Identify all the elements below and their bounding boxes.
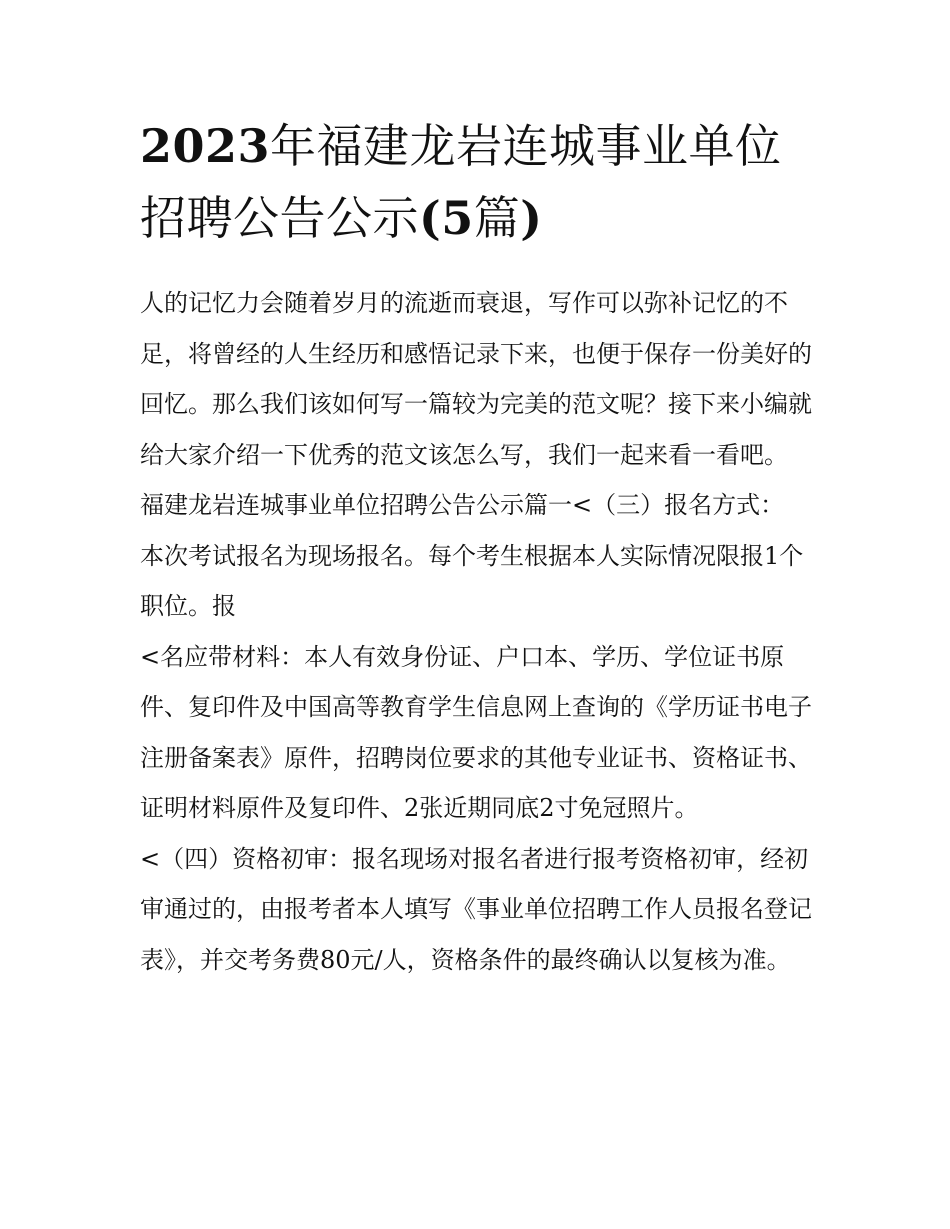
paragraph-materials: <名应带材料：本人有效身份证、户口本、学历、学位证书原件、复印件及中国高等教育学生信息网上查询的《学历证书电子注册备案表》原件，招聘岗位要求的其他专业证书、资格证书、证明材料原件及复印件、2张近期同底2寸免冠照片。: [140, 642, 812, 822]
title-line-1: 2023年福建龙岩连城事业单位: [140, 119, 782, 173]
document-body: [140, 278, 820, 985]
paragraph-registration: 本次考试报名为现场报名。每个考生根据本人实际情况限报1个职位。报: [140, 541, 804, 620]
paragraph-intro: 人的记忆力会随着岁月的流逝而衰退，写作可以弥补记忆的不足，将曾经的人生经历和感悟记录下来，也便于保存一份美好的回忆。那么我们该如何写一篇较为完美的范文呢？接下来小编就给大家介绍一下优秀的范文该怎么写，我们一起来看一看吧。: [140, 289, 812, 469]
paragraph-section-heading: 福建龙岩连城事业单位招聘公告公示篇一<（三）报名方式：: [140, 491, 785, 519]
paragraph-qualification-review: <（四）资格初审：报名现场对报名者进行报考资格初审，经初审通过的，由报考者本人填写《事业单位招聘工作人员报名登记表》，并交考务费80元/人，资格条件的最终确认以复核为准。: [140, 844, 812, 974]
title-line-2: 招聘公告公示(5篇): [140, 191, 543, 245]
document-title: [140, 110, 820, 254]
